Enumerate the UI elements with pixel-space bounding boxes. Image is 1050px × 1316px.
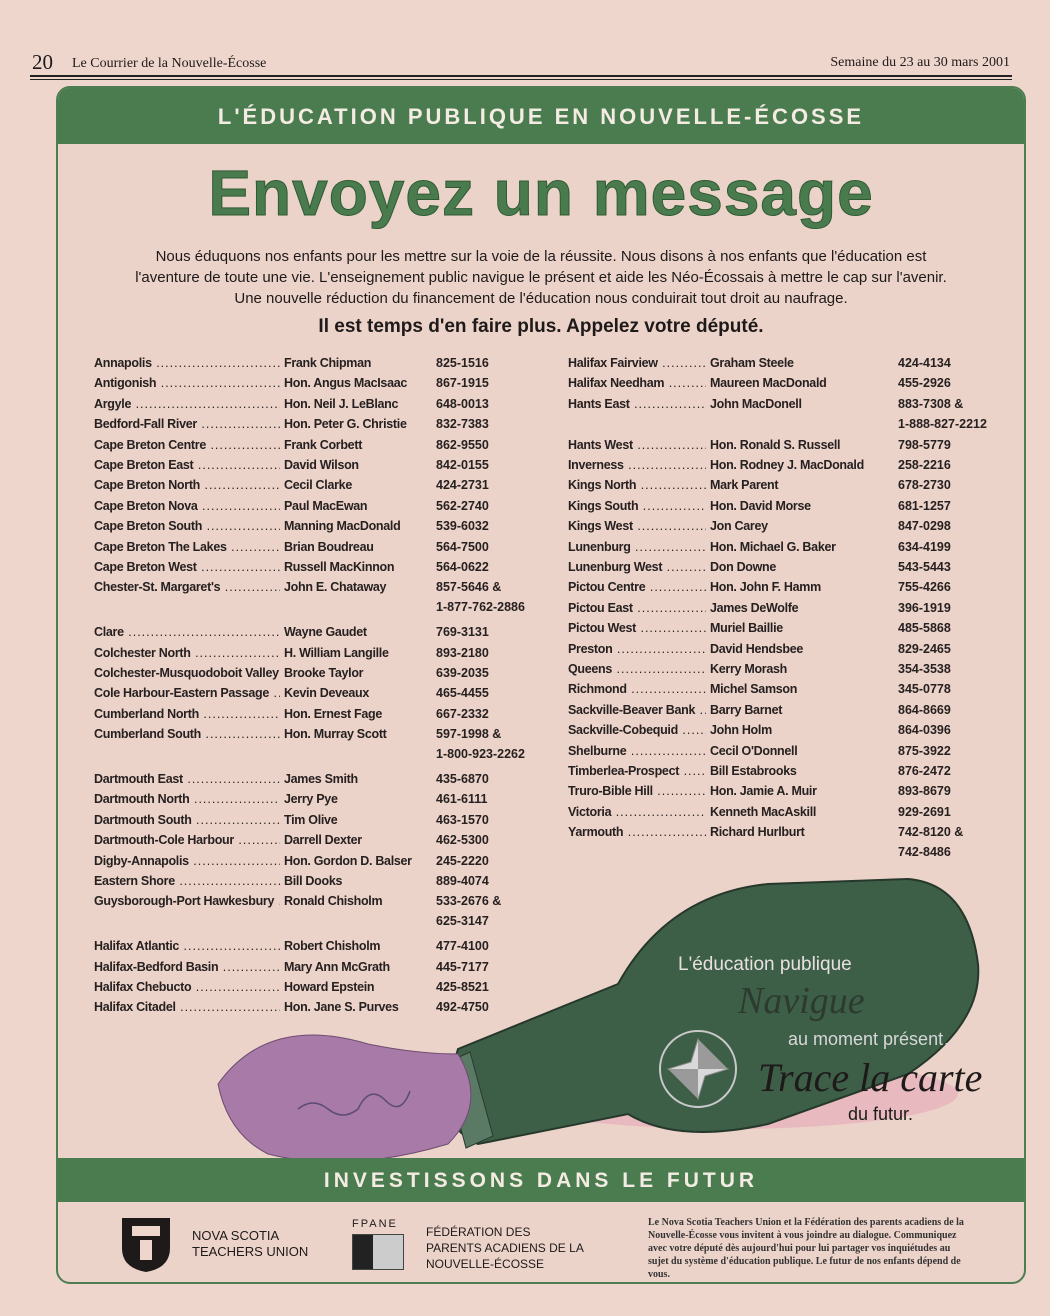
masthead-rule-thin — [30, 79, 1012, 80]
member-name: Graham Steele — [710, 356, 794, 370]
directory-row — [94, 478, 514, 496]
intro-paragraph — [108, 246, 974, 309]
riding-name: Antigonish ..... — [94, 376, 280, 390]
phone-number: 876-2472 — [898, 764, 951, 778]
member-name: Kerry Morash — [710, 662, 787, 676]
footnote: Le Nova Scotia Teachers Union et la Fédération des parents acadiens de la Nouvelle-Écosse vous invitent à vous joindre au dialogue. Communiquez avec votre député dès aujourd'hui pour lui partager vos inquiétudes au sujet du système d'éducation publique. Le futur de nos enfants dépend de vous. — [648, 1217, 964, 1280]
directory-row — [568, 499, 998, 517]
riding-name: Halifax Chebucto ..... — [94, 980, 280, 994]
directory-row — [94, 833, 514, 851]
member-name: Muriel Baillie — [710, 621, 783, 636]
phone-number: 345-0778 — [898, 682, 951, 697]
directory-row — [94, 707, 514, 725]
riding-name: Cole Harbour-Eastern Passage ..... — [94, 686, 280, 700]
directory-row — [94, 417, 514, 435]
phone-number: 543-5443 — [898, 560, 951, 574]
phone-number: 648-0013 — [436, 396, 489, 411]
phone-number: 929-2691 — [898, 804, 951, 819]
riding-name: Sackville-Cobequid ..... — [568, 723, 706, 737]
phone-number: 424-2731 — [436, 478, 489, 493]
nstu-logo-block — [118, 1214, 309, 1279]
member-name: Howard Epstein — [284, 980, 375, 994]
issue-date: Semaine du 23 au 30 mars 2001 — [830, 55, 1010, 70]
riding-name: Cape Breton The Lakes ..... — [94, 540, 280, 554]
member-name: Don Downe — [710, 560, 777, 574]
directory-row — [568, 560, 998, 578]
phone-number: 455-2926 — [898, 376, 951, 391]
member-name: Hon. Ernest Fage — [284, 706, 382, 721]
directory-row — [94, 772, 514, 790]
directory-row — [568, 519, 998, 537]
directory-row — [94, 686, 514, 704]
phone-number: 893-2180 — [436, 645, 489, 660]
nstu-name-line-2: TEACHERS UNION — [192, 1244, 309, 1259]
directory-row — [568, 438, 998, 456]
riding-name: Cape Breton East ..... — [94, 458, 280, 472]
member-name: H. William Langille — [284, 645, 389, 660]
intro-line: Une nouvelle réduction du financement de l'éducation nous conduirait tout droit au naufrage. — [234, 290, 848, 307]
directory-right — [568, 356, 998, 876]
member-name: Kevin Deveaux — [284, 686, 370, 701]
phone-number: 465-4455 — [436, 686, 489, 701]
directory-row — [568, 458, 998, 476]
member-name: Hon. Jane S. Purves — [284, 1000, 399, 1015]
member-name: Hon. Rodney J. MacDonald — [710, 458, 864, 472]
member-name: James Smith — [284, 772, 358, 786]
member-name: Kenneth MacAskill — [710, 804, 817, 819]
member-name: John E. Chataway — [284, 580, 387, 595]
directory-row — [568, 825, 998, 860]
phone-number: 425-8521 — [436, 980, 489, 994]
fpane-name-line-3: NOUVELLE-ÉCOSSE — [426, 1257, 545, 1271]
fpane-name-line-1: FÉDÉRATION DES — [426, 1225, 531, 1239]
phone-number: 424-4134 — [898, 356, 951, 370]
riding-name: Digby-Annapolis ..... — [94, 854, 280, 868]
directory-row — [94, 438, 514, 456]
riding-name: Guysborough-Port Hawkesbury ..... — [94, 894, 280, 908]
member-name: Maureen MacDonald — [710, 376, 827, 391]
fpane-name-line-2: PARENTS ACADIENS DE LA — [426, 1241, 584, 1255]
member-name: Richard Hurlburt — [710, 825, 805, 840]
directory-row — [568, 703, 998, 721]
phone-number: 893-8679 — [898, 784, 951, 799]
directory-row — [568, 478, 998, 496]
member-name: Bill Dooks — [284, 874, 343, 888]
member-name: Hon. Ronald S. Russell — [710, 437, 841, 452]
riding-name: Richmond ..... — [568, 682, 706, 696]
directory-row — [568, 744, 998, 762]
member-name: Bill Estabrooks — [710, 764, 797, 778]
riding-name: Cape Breton West ..... — [94, 560, 280, 574]
phone-number: 539-6032 — [436, 519, 489, 534]
riding-name: Annapolis ..... — [94, 356, 280, 370]
phone-number: 678-2730 — [898, 478, 951, 493]
riding-name: Halifax Needham ..... — [568, 376, 706, 390]
directory-row — [94, 854, 514, 872]
member-name: Hon. David Morse — [710, 498, 811, 513]
banner: L'ÉDUCATION PUBLIQUE EN NOUVELLE-ÉCOSSE — [58, 88, 1024, 144]
riding-name: Eastern Shore ..... — [94, 874, 280, 888]
riding-name: Hants West ..... — [568, 438, 706, 452]
member-name: Frank Corbett — [284, 437, 363, 452]
directory-row — [568, 784, 998, 802]
phone-number: 842-0155 — [436, 458, 489, 472]
phone-number: 562-2740 — [436, 498, 489, 513]
directory-row — [94, 356, 514, 374]
phone-number: 889-4074 — [436, 874, 489, 888]
bottle-illustration — [208, 874, 1008, 1174]
directory-row — [568, 662, 998, 680]
member-name: Jerry Pye — [284, 792, 338, 807]
publication-name: Le Courrier de la Nouvelle-Écosse — [72, 56, 267, 71]
phone-number: 245-2220 — [436, 853, 489, 868]
slogan-line-5: du futur. — [848, 1104, 914, 1124]
directory-row — [94, 560, 514, 578]
phone-number-secondary: 1-800-923-2262 — [436, 747, 525, 762]
directory-row — [94, 519, 514, 537]
riding-name: Chester-St. Margaret's ..... — [94, 580, 280, 594]
riding-name: Hants East ..... — [568, 397, 706, 411]
directory-row — [568, 356, 998, 374]
phone-number: 862-9550 — [436, 437, 489, 452]
phone-number: 634-4199 — [898, 539, 951, 554]
slogan-line-3: au moment présent… — [788, 1029, 962, 1049]
footer — [58, 1206, 1024, 1282]
riding-name: Kings North ..... — [568, 478, 706, 492]
phone-number: 857-5646 & — [436, 580, 502, 595]
riding-name: Cumberland South ..... — [94, 727, 280, 741]
call-to-action: Il est temps d'en faire plus. Appelez votre député. — [318, 316, 764, 337]
phone-number: 875-3922 — [898, 743, 951, 758]
nstu-shield-icon — [118, 1214, 174, 1274]
member-name: James DeWolfe — [710, 600, 799, 615]
phone-number: 396-1919 — [898, 600, 951, 615]
fpane-name — [426, 1224, 584, 1272]
riding-name: Lunenburg West ..... — [568, 560, 706, 574]
riding-name: Dartmouth North ..... — [94, 792, 280, 806]
phone-number: 667-2332 — [436, 706, 489, 721]
member-name: Hon. Jamie A. Muir — [710, 784, 817, 799]
phone-number: 463-1570 — [436, 812, 489, 827]
phone-number: 435-6870 — [436, 772, 489, 786]
slogan-line-2: Navigue — [738, 980, 865, 1022]
riding-name: Dartmouth South ..... — [94, 813, 280, 827]
directory-row — [568, 621, 998, 639]
riding-name: Colchester North ..... — [94, 646, 280, 660]
riding-name: Preston ..... — [568, 642, 706, 656]
riding-name: Victoria ..... — [568, 805, 706, 819]
directory-row — [94, 376, 514, 394]
member-name: John Holm — [710, 723, 772, 738]
directory-row — [568, 764, 998, 782]
member-name: Hon. Michael G. Baker — [710, 539, 836, 554]
directory-row — [568, 682, 998, 700]
member-name: Hon. John F. Hamm — [710, 580, 821, 595]
riding-name: Bedford-Fall River ..... — [94, 417, 280, 431]
riding-name: Colchester-Musquodoboit Valley ..... — [94, 666, 280, 680]
riding-name: Halifax Atlantic ..... — [94, 939, 280, 953]
member-name: Paul MacEwan — [284, 498, 368, 513]
slogan-line-1: L'éducation publique — [678, 954, 852, 975]
riding-name: Shelburne ..... — [568, 744, 706, 758]
fpane-acronym: FPANE — [352, 1218, 398, 1230]
riding-name: Timberlea-Prospect ..... — [568, 764, 706, 778]
phone-number: 461-6111 — [436, 792, 488, 807]
riding-name: Sackville-Beaver Bank ..... — [568, 703, 706, 717]
riding-name: Pictou East ..... — [568, 601, 706, 615]
riding-name: Cumberland North ..... — [94, 707, 280, 721]
member-name: Hon. Peter G. Christie — [284, 417, 407, 432]
nstu-name — [192, 1228, 308, 1260]
phone-number: 867-1915 — [436, 376, 489, 391]
member-name: John MacDonell — [710, 396, 802, 411]
member-name: Jon Carey — [710, 519, 768, 534]
phone-number: 492-4750 — [436, 1000, 489, 1015]
nstu-name-line-1: NOVA SCOTIA — [192, 1228, 280, 1243]
member-name: David Hendsbee — [710, 641, 804, 656]
phone-number: 825-1516 — [436, 356, 489, 370]
phone-number-secondary: 1-888-827-2212 — [898, 416, 987, 431]
phone-number: 639-2035 — [436, 666, 489, 680]
member-name: Hon. Gordon D. Balser — [284, 853, 412, 868]
member-name: Wayne Gaudet — [284, 625, 367, 640]
directory-row — [94, 397, 514, 415]
directory-row — [94, 813, 514, 831]
member-name: David Wilson — [284, 458, 359, 472]
member-name: Cecil Clarke — [284, 478, 352, 493]
compass-star-icon — [660, 1031, 736, 1107]
member-name: Brooke Taylor — [284, 666, 364, 680]
phone-number: 832-7383 — [436, 417, 489, 432]
directory-row — [94, 727, 525, 762]
phone-number: 864-0396 — [898, 723, 951, 738]
directory-row — [568, 376, 998, 394]
member-name: Darrell Dexter — [284, 833, 362, 848]
phone-number: 564-0622 — [436, 560, 489, 574]
riding-name: Kings West ..... — [568, 519, 706, 533]
member-name: Mary Ann McGrath — [284, 959, 390, 974]
riding-name: Kings South ..... — [568, 499, 706, 513]
member-name: Barry Barnet — [710, 702, 783, 717]
phone-number: 769-3131 — [436, 625, 489, 640]
rolled-message-paper — [218, 1035, 471, 1162]
phone-number: 477-4100 — [436, 939, 489, 954]
directory-row — [94, 625, 514, 643]
riding-name: Queens ..... — [568, 662, 706, 676]
riding-name: Pictou West ..... — [568, 621, 706, 635]
phone-number: 798-5779 — [898, 437, 951, 452]
directory-row — [94, 646, 514, 664]
directory-row — [568, 642, 998, 660]
advertisement-panel — [56, 86, 1026, 1284]
phone-number: 485-5868 — [898, 621, 951, 636]
riding-name: Argyle ..... — [94, 397, 280, 411]
riding-name: Lunenburg ..... — [568, 540, 706, 554]
member-name: Hon. Neil J. LeBlanc — [284, 396, 399, 411]
phone-number: 829-2465 — [898, 641, 951, 656]
directory-row — [568, 805, 998, 823]
directory-row — [568, 396, 998, 431]
member-name: Manning MacDonald — [284, 519, 401, 534]
riding-name: Cape Breton North ..... — [94, 478, 280, 492]
riding-name: Inverness ..... — [568, 458, 706, 472]
fpane-flag-icon — [352, 1234, 404, 1270]
member-name: Frank Chipman — [284, 356, 372, 370]
directory-row — [568, 580, 998, 598]
riding-name: Dartmouth-Cole Harbour ..... — [94, 833, 280, 847]
phone-number: 533-2676 & — [436, 894, 502, 909]
phone-number: 864-8669 — [898, 702, 951, 717]
member-name: Brian Boudreau — [284, 539, 374, 554]
directory-row — [568, 723, 998, 741]
riding-name: Dartmouth East ..... — [94, 772, 280, 786]
intro-line: Nous éduquons nos enfants pour les mettre sur la voie de la réussite. Nous disons à nos enfants que l'éducation est — [155, 248, 927, 265]
phone-number: 681-1257 — [898, 498, 951, 513]
riding-name: Halifax Citadel ..... — [94, 1000, 280, 1014]
directory-row — [94, 458, 514, 476]
directory-row — [94, 580, 525, 615]
member-name: Cecil O'Donnell — [710, 743, 798, 758]
member-name: Hon. Angus MacIsaac — [284, 376, 408, 391]
member-name: Ronald Chisholm — [284, 894, 383, 909]
phone-number: 883-7308 & — [898, 396, 964, 411]
riding-name: Cape Breton South ..... — [94, 519, 280, 533]
member-name: Tim Olive — [284, 812, 338, 827]
phone-number: 742-8120 & — [898, 825, 964, 840]
member-name: Mark Parent — [710, 478, 779, 493]
directory-row — [568, 540, 998, 558]
member-name: Hon. Murray Scott — [284, 727, 387, 742]
phone-number-secondary: 742-8486 — [898, 845, 951, 860]
member-name: Michel Samson — [710, 682, 798, 697]
riding-name: Cape Breton Nova ..... — [94, 499, 280, 513]
masthead — [32, 50, 1010, 74]
phone-number: 597-1998 & — [436, 727, 502, 742]
riding-name: Cape Breton Centre ..... — [94, 438, 280, 452]
phone-number: 564-7500 — [436, 539, 489, 554]
directory-row — [568, 601, 998, 619]
riding-name: Halifax-Bedford Basin ..... — [94, 960, 280, 974]
headline: Envoyez un message — [208, 157, 874, 229]
member-name: Russell MacKinnon — [284, 560, 395, 574]
phone-number: 445-7177 — [436, 959, 489, 974]
directory-row — [94, 792, 514, 810]
phone-number: 462-5300 — [436, 833, 489, 848]
bottom-banner: INVESTISSONS DANS LE FUTUR — [58, 1158, 1024, 1202]
page-number: 20 — [32, 50, 53, 74]
directory-row — [94, 666, 514, 684]
member-name: Robert Chisholm — [284, 939, 381, 954]
phone-number-secondary: 1-877-762-2886 — [436, 600, 525, 615]
bottle-svg — [208, 874, 1008, 1174]
riding-name: Halifax Fairview ..... — [568, 356, 706, 370]
directory-row — [94, 540, 514, 558]
directory-row — [94, 499, 514, 517]
intro-line: l'aventure de toute une vie. L'enseignement public navigue le présent et aide les Néo-Écossais à mettre le cap sur l'avenir. — [135, 269, 947, 286]
riding-name: Truro-Bible Hill ..... — [568, 784, 706, 798]
slogan-line-4: Trace la carte — [758, 1055, 983, 1100]
riding-name: Pictou Centre ..... — [568, 580, 706, 594]
riding-name: Clare ..... — [94, 625, 280, 639]
phone-number-secondary: 625-3147 — [436, 914, 489, 929]
phone-number: 755-4266 — [898, 580, 951, 595]
masthead-rule — [30, 75, 1012, 77]
riding-name: Yarmouth ..... — [568, 825, 706, 839]
phone-number: 258-2216 — [898, 458, 951, 472]
phone-number: 847-0298 — [898, 519, 951, 534]
phone-number: 354-3538 — [898, 662, 951, 676]
